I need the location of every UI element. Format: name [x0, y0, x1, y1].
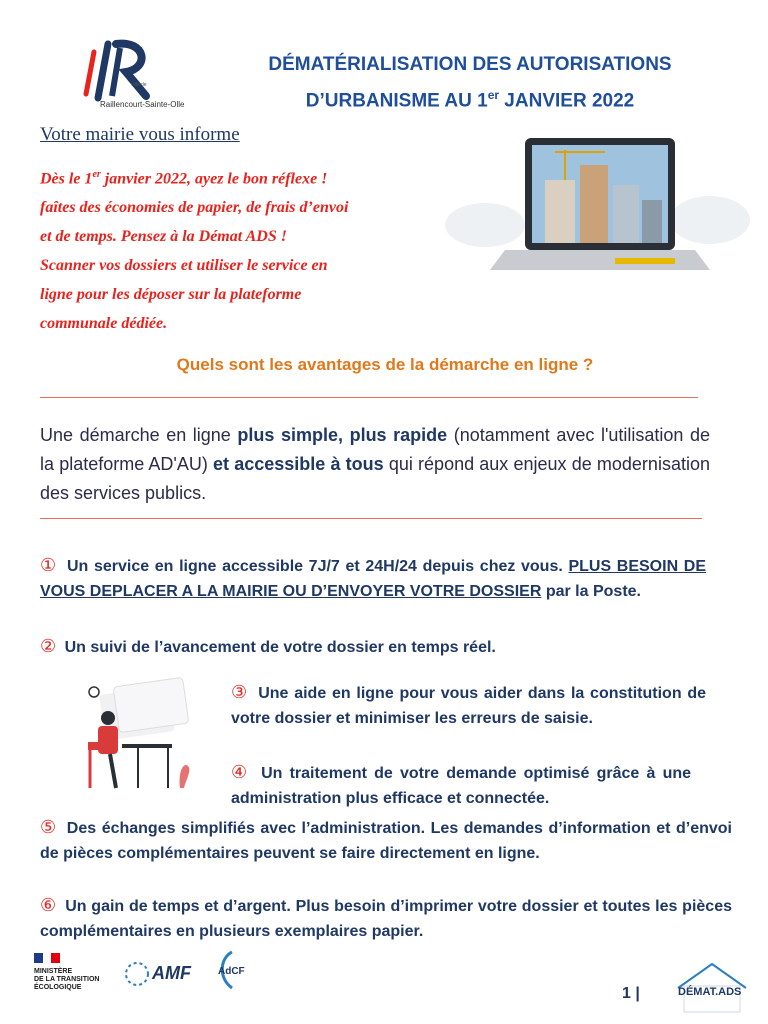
- advantage-4: ④ Un traitement de votre demande optimisé grâce à une administration plus efficace et connectée.: [231, 762, 692, 807]
- summary-paragraph: Une démarche en ligne plus simple, plus rapide (notamment avec l'utilisation de la plateforme AD'AU) et accessible à tous qui répond aux enjeux de modernisation des services publics.: [40, 425, 711, 503]
- ministere-logo: MINISTÈRE DE LA TRANSITION ÉCOLOGIQUE: [34, 950, 114, 992]
- advantage-1: ① Un service en ligne accessible 7J/7 et 24H/24 depuis chez vous. PLUS BESOIN DE VOUS DEPLACER A LA MAIRIE OU D’ENVOYER VOTRE DOSSIER par la Poste.: [40, 555, 707, 600]
- logo-town-name: Raillencourt-Sainte-Olle: [100, 100, 185, 109]
- advantage-2: ② Un suivi de l’avancement de votre dossier en temps réel.: [40, 636, 496, 656]
- advantage-3: ③ Une aide en ligne pour vous aider dans la constitution de votre dossier et minimiser les erreurs de saisie.: [231, 682, 707, 727]
- page-number: 1 |: [622, 985, 640, 1002]
- person-at-laptop-illustration: [68, 670, 208, 795]
- laptop-construction-image: [445, 130, 750, 280]
- advantage-6: ⑥ Un gain de temps et d’argent. Plus besoin d’imprimer votre dossier et toutes les pièces complémentaires en plusieurs exemplaires papier.: [40, 895, 732, 940]
- adcf-logo: AdCF: [212, 948, 292, 992]
- divider-top: [40, 397, 698, 398]
- advantage-5: ⑤ Des échanges simplifiés avec l’administration. Les demandes d’information et d’envoi de pièces complémentaires peuvent se faire directement en ligne.: [40, 817, 733, 862]
- intro-text: Dès le 1er janvier 2022, ayez le bon réflexe ! faîtes des économies de papier, de frais d’envoi et de temps. Pensez à la Démat ADS ! Scanner vos dossiers et utiliser le service en ligne pour les déposer sur la plateforme communale dédiée.: [40, 169, 349, 333]
- amf-symbol-icon: [122, 959, 152, 989]
- mairie-heading: Votre mairie vous informe: [40, 124, 240, 145]
- demat-ads-logo: DÉMAT.ADS: [672, 958, 752, 1014]
- title-line-2: D’URBANISME AU 1er JANVIER 2022: [305, 88, 635, 112]
- amf-logo: AMF: [122, 955, 207, 995]
- page-title: [190, 50, 750, 116]
- french-flag-icon: [34, 953, 60, 963]
- advantages-question: Quels sont les avantages de la démarche en ligne ?: [176, 355, 594, 374]
- logo-subtitle: ville de: [131, 82, 147, 88]
- title-line-1: DÉMATÉRIALISATION DES AUTORISATIONS: [268, 54, 672, 75]
- divider-bottom: [40, 518, 702, 519]
